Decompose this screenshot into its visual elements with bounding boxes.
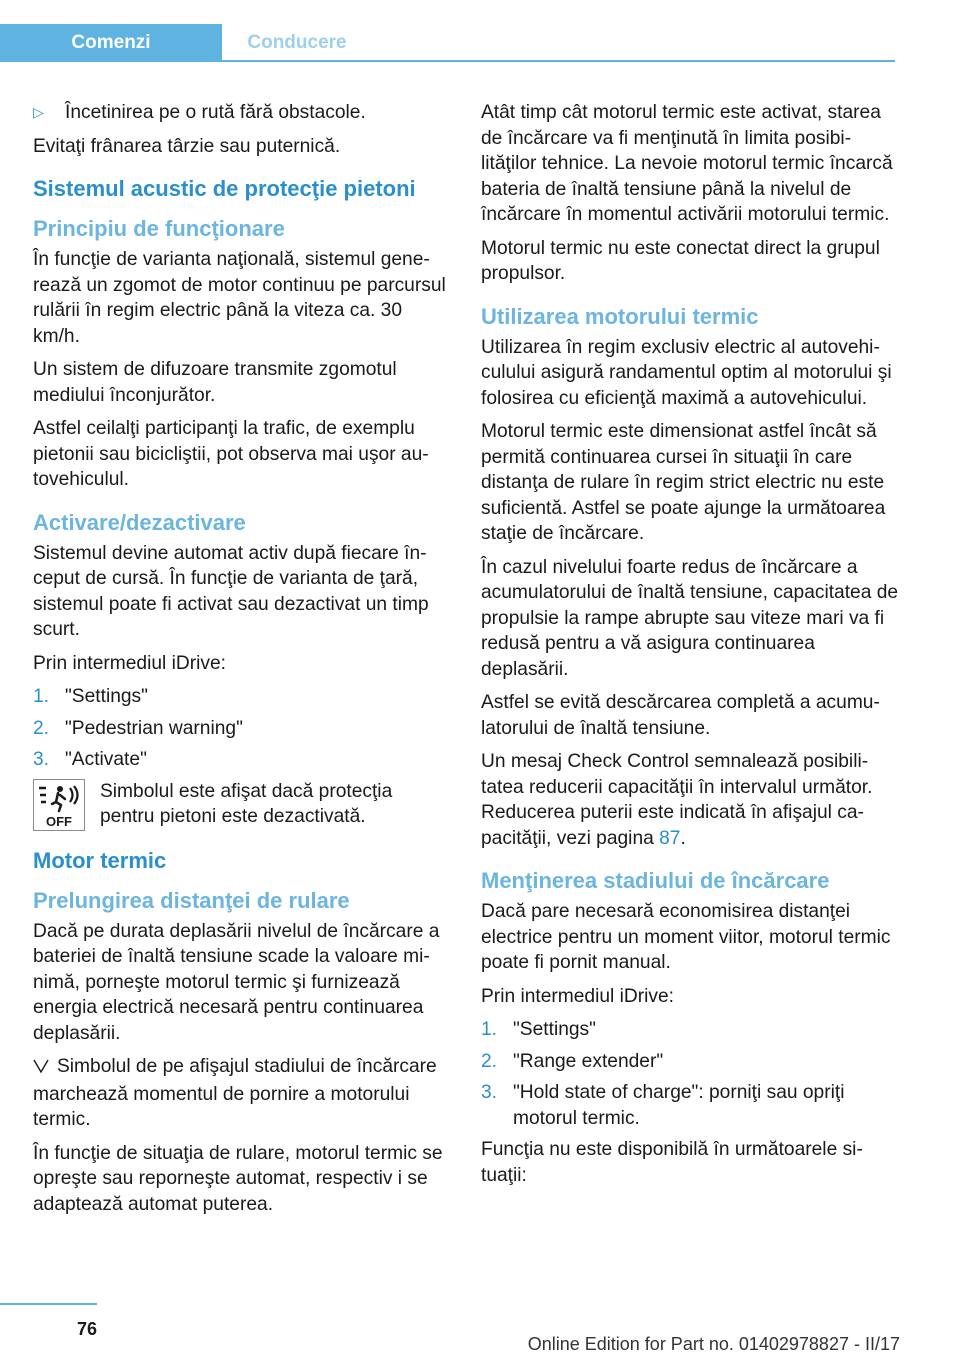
- paragraph: Sistemul devine automat activ după fiecare început de cursă. În funcţie de varianta de ţară, sistemul poate fi activat sau dezactivat un timp scurt.: [33, 542, 429, 640]
- paragraph: Atât timp cât motorul termic este activat, starea de încărcare va fi menţinută în limita posibilităţilor tehnice. La nevoie motorul termic încarcă bateria de înaltă tensiune până la nivelul de încărcare în momentul activării motorului termic.: [481, 102, 893, 225]
- paragraph: [33, 1054, 451, 1133]
- right-column: [481, 100, 899, 1196]
- symbol-row: [33, 779, 451, 831]
- paragraph: Motorul termic este dimensionat astfel încât să permită continuarea cursei în situaţii în care distanţa de rulare în regim strict electric nu este suficientă. Astfel se poate ajunge la următoarea staţie de încărcare.: [481, 421, 886, 544]
- list-item: 1. "Settings": [33, 686, 148, 707]
- idrive-steps-left: [33, 684, 451, 773]
- symbol-off-label: OFF: [46, 813, 72, 829]
- paragraph: Evitaţi frânarea târzie sau puternică.: [33, 135, 341, 157]
- paragraph-text: Simbolul de pe afişajul stadiului de încărcare marchează momentul de pornire a motorului termic.: [33, 1056, 437, 1130]
- paragraph: Dacă pe durata deplasării nivelul de încărcare a bateriei de înaltă tensiune scade la valoare minimă, porneşte motorul termic şi furnizează energia electrică necesară pentru continuarea deplasării.: [33, 920, 440, 1044]
- charge-marker-icon: [33, 1056, 49, 1082]
- edition-watermark: Online Edition for Part no. 01402978827 - II/17: [527, 1334, 900, 1354]
- paragraph: În cazul nivelului foarte redus de încărcare a acumulatorului de înaltă tensiune, capacitatea de propulsie la rampe abrupte sau viteze mari va fi redusă pentru a vă asigura continuarea deplasării.: [481, 556, 899, 680]
- symbol-description: Simbolul este afişat dacă protecţia pentru pietoni este dezactivată.: [100, 780, 393, 827]
- triangle-bullet-icon: ▷: [33, 104, 44, 120]
- paragraph: Dacă pare necesară economisirea distanţei electrice pentru un moment viitor, motorul termic poate fi pornit manual.: [481, 901, 891, 973]
- section-heading-engine: Motor termic: [33, 847, 167, 873]
- subheading-use: Utilizarea motorului termic: [481, 303, 759, 329]
- tab-conducere[interactable]: Conducere: [247, 32, 347, 53]
- paragraph: Utilizarea în regim exclusiv electric al autovehiculului asigură randamentul optim al motorului şi folosirea cu eficienţă maximă a autovehicului.: [481, 336, 892, 409]
- paragraph: Motorul termic nu este conectat direct la grupul propulsor.: [481, 237, 880, 284]
- paragraph: Astfel ceilalţi participanţi la trafic, de exemplu pietonii sau bicicliştii, pot observa mai uşor autovehiculul.: [33, 418, 429, 490]
- list-item: 2. "Range extender": [481, 1050, 664, 1072]
- paragraph: Funcţia nu este disponibilă în următoarele situaţii:: [481, 1139, 863, 1186]
- paragraph: Un mesaj Check Control semnalează posibilitatea reducerii capacităţii în intervalul următor. Reducerea puterii este indicată în afişajul capacităţii, vezi pagina 87.: [481, 751, 873, 849]
- left-column: [33, 100, 451, 1225]
- footer-rule: [0, 1303, 97, 1305]
- pedestrian-warning-off-icon: [33, 779, 85, 831]
- paragraph: În funcţie de varianta naţională, sistemul generează un zgomot de motor continuu pe parcursul rulării în regim electric până la viteza ca. 30 km/h.: [33, 249, 446, 347]
- bullet-text: Încetinirea pe o rută fără obstacole.: [65, 102, 366, 123]
- list-item: 2. "Pedestrian warning": [33, 717, 243, 739]
- subheading-activate: Activare/dezactivare: [33, 509, 246, 535]
- section-heading-acoustic: Sistemul acustic de protecţie pietoni: [33, 176, 416, 201]
- page-number: 76: [76, 1319, 97, 1339]
- tab-comenzi[interactable]: Comenzi: [0, 24, 222, 62]
- idrive-steps-right: [481, 1017, 899, 1131]
- section-tabs: [0, 24, 895, 62]
- paragraph: Un sistem de difuzoare transmite zgomotul mediului înconjurător.: [33, 359, 397, 406]
- paragraph: Prin intermediul iDrive:: [33, 652, 226, 674]
- page-link[interactable]: 87: [659, 827, 681, 849]
- subheading-hold: Menţinerea stadiului de încărcare: [481, 868, 830, 893]
- subheading-range: Prelungirea distanţei de rulare: [33, 887, 350, 913]
- paragraph: Prin intermediul iDrive:: [481, 985, 674, 1007]
- list-item: 3. "Hold state of charge": porniţi sau opriţi motorul termic.: [481, 1082, 845, 1129]
- list-item: 3. "Activate": [33, 749, 147, 770]
- header-rule: [0, 60, 895, 62]
- paragraph: Astfel se evită descărcarea completă a acumulatorului de înaltă tensiune.: [481, 692, 880, 739]
- list-item: 1. "Settings": [481, 1019, 596, 1040]
- paragraph: În funcţie de situaţia de rulare, motorul termic se opreşte sau reporneşte automat, respectiv i se adaptează automat puterea.: [33, 1142, 443, 1215]
- subheading-principle: Principiu de funcţionare: [33, 216, 285, 241]
- list-item: [33, 100, 451, 126]
